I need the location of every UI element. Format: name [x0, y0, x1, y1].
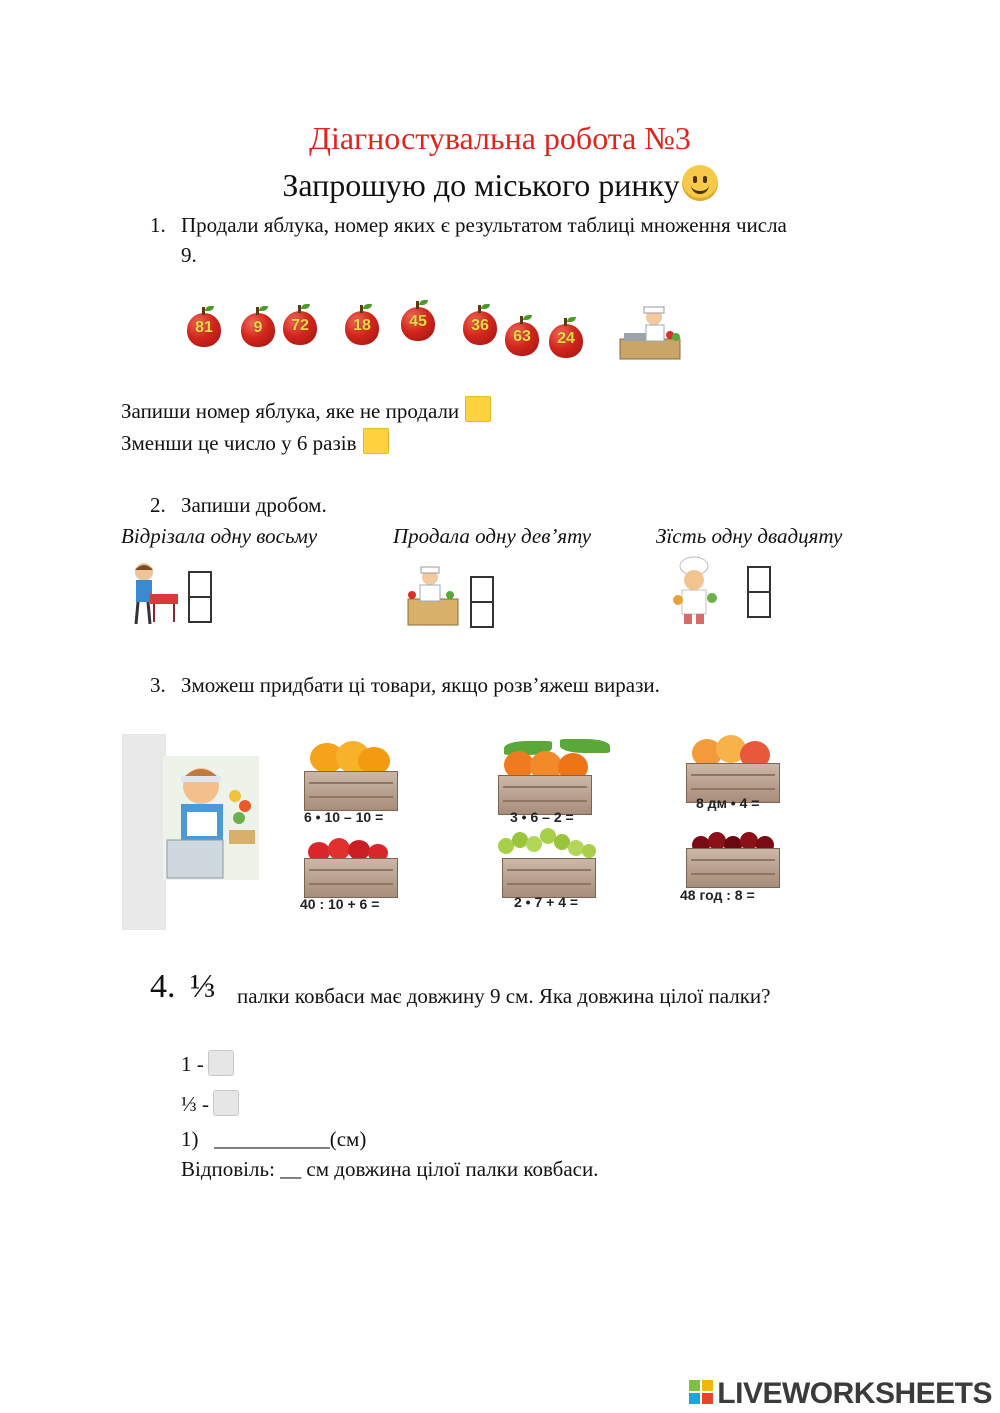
logo-icon [689, 1380, 715, 1406]
chef-illustration [668, 556, 722, 626]
smiley-icon [682, 165, 718, 201]
caption-2: Продала одну дев’яту [393, 524, 592, 548]
apple: 36 [463, 311, 497, 345]
task1-text-line1: Продали яблука, номер яких є результатом таблиці множення числа [181, 213, 787, 237]
task2-text: Запиши дробом. [181, 493, 327, 517]
prompt1-text: Запиши номер яблука, яке не продали [121, 399, 460, 423]
expression-5: 2 • 7 + 4 = [514, 894, 579, 910]
task4-fraction: ⅓ [190, 968, 216, 1005]
logo-text: LIVEWORKSHEETS [717, 1377, 992, 1410]
expression-3: 8 дм • 4 = [696, 795, 760, 811]
liveworksheets-logo[interactable] [689, 1377, 992, 1411]
line2-text: ⅓ - [181, 1092, 209, 1116]
expression-6: 48 год : 8 = [680, 887, 755, 903]
prompt2-text: Зменши це число у 6 разів [121, 431, 357, 455]
task1-number: 1. [150, 213, 166, 237]
seller-illustration [406, 565, 462, 627]
task4-answer: Відповіль: __ см довжина цілої палки ковбаси. [181, 1157, 599, 1181]
answer-box-1[interactable] [465, 396, 491, 422]
apple: 63 [505, 322, 539, 356]
answer-box-2[interactable] [363, 428, 389, 454]
apple: 18 [345, 311, 379, 345]
page-title: Діагностувальна робота №3 [309, 120, 691, 156]
subtitle-text: Запрошую до міського ринку [282, 167, 680, 203]
seller-illustration [618, 305, 684, 361]
caption-3: Зїсть одну двадцяту [656, 524, 843, 548]
answer-box-3[interactable] [208, 1050, 234, 1076]
page-subtitle [0, 165, 1000, 204]
task4-line3: 1) ___________(см) [181, 1127, 367, 1151]
answer-box-4[interactable] [213, 1090, 239, 1116]
girl-cutting-illustration [128, 560, 180, 626]
apple: 24 [549, 324, 583, 358]
line1-text: 1 - [181, 1052, 204, 1076]
fraction-input-2[interactable] [470, 576, 494, 628]
apple: 9 [241, 313, 275, 347]
apple: 45 [401, 307, 435, 341]
task4-text: палки ковбаси має довжину 9 см. Яка довжина цілої палки? [237, 984, 771, 1008]
task1-prompt1 [121, 396, 491, 426]
apple: 72 [283, 311, 317, 345]
task1-prompt2 [121, 428, 389, 458]
expression-4: 40 : 10 + 6 = [300, 896, 380, 912]
task1-text-line2: 9. [181, 243, 197, 267]
task2-number: 2. [150, 493, 166, 517]
apple: 81 [187, 313, 221, 347]
expression-2: 3 • 6 – 2 = [510, 809, 574, 825]
fraction-input-3[interactable] [747, 566, 771, 618]
task4-line2 [181, 1089, 239, 1119]
caption-1: Відрізала одну восьму [121, 524, 318, 548]
task4-number: 4. [150, 968, 176, 1005]
task3-text: Зможеш придбати ці товари, якщо розв’яжеш вирази. [181, 673, 660, 697]
task4-line1 [181, 1049, 234, 1079]
fraction-input-1[interactable] [188, 571, 212, 623]
expression-1: 6 • 10 – 10 = [304, 809, 384, 825]
market-seller-illustration [163, 756, 259, 880]
grey-panel [122, 734, 166, 930]
task3-number: 3. [150, 673, 166, 697]
